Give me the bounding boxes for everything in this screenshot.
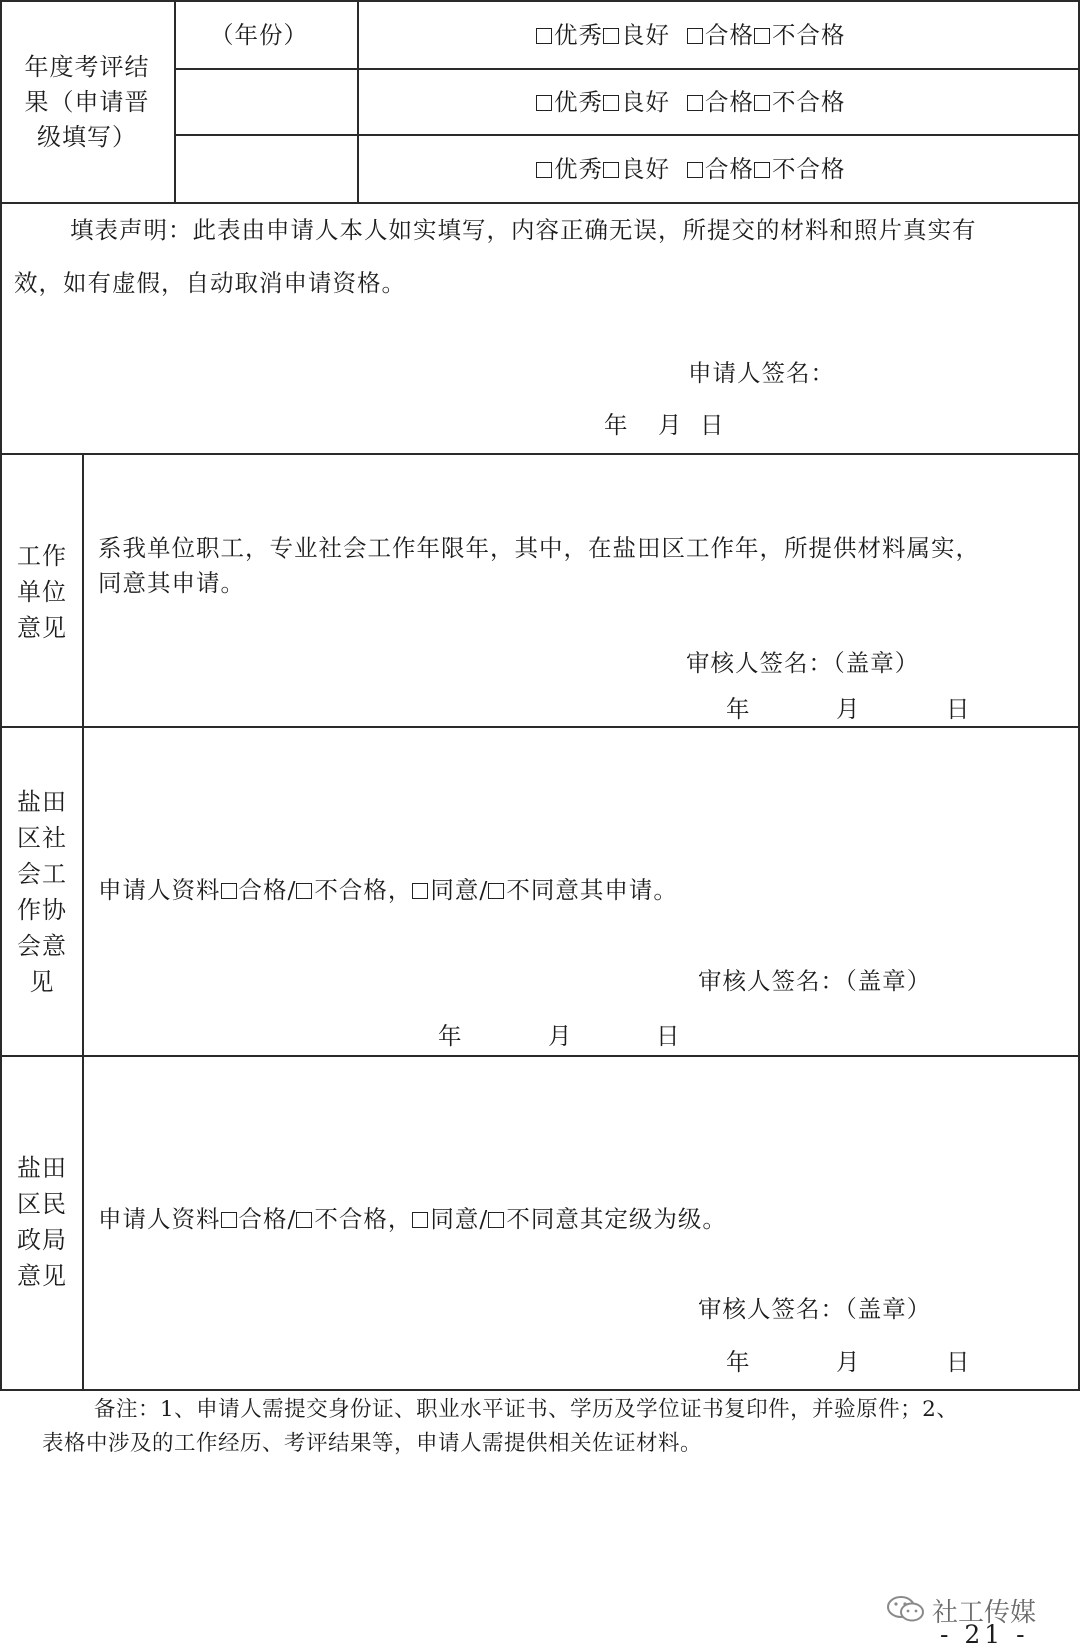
unqualified-checkbox[interactable] [296, 1212, 312, 1228]
wechat-icon [886, 1594, 926, 1624]
unqualified-checkbox[interactable] [296, 883, 312, 899]
civil-affairs-label: 盐田区民政局意见 [17, 1154, 67, 1290]
work-unit-signature-label: 审核人签名：（盖章） [686, 649, 920, 677]
work-unit-label: 工作单位意见 [17, 542, 67, 642]
disagree-checkbox[interactable] [488, 1212, 504, 1228]
annual-review-label: 年度考评结果（申请晋级填写） [24, 53, 150, 151]
excellent-checkbox[interactable] [536, 162, 552, 178]
year-header: （年份） [210, 21, 308, 49]
disagree-checkbox[interactable] [488, 883, 504, 899]
civil-affairs-text: 申请人资料 合格/ 不合格， 同意/ 不同意其定级为级。 [98, 1205, 727, 1233]
fail-checkbox[interactable] [754, 162, 770, 178]
good-checkbox[interactable] [603, 95, 619, 111]
good-checkbox[interactable] [603, 28, 619, 44]
work-unit-text: 同意其申请。 [98, 569, 245, 597]
good-checkbox[interactable] [603, 162, 619, 178]
notes-text: 备注：1、申请人需提交身份证、职业水平证书、学历及学位证书复印件，并验原件；2、 [94, 1397, 959, 1422]
applicant-signature-label: 申请人签名： [688, 359, 835, 387]
review-row: 优秀 良好 合格 不合格 [536, 24, 845, 48]
notes-text: 表格中涉及的工作经历、考评结果等，申请人需提供相关佐证材料。 [42, 1431, 703, 1456]
review-row: 优秀 良好 合格 不合格 [536, 158, 845, 182]
work-unit-text: 系我单位职工，专业社会工作年限年，其中，在盐田区工作年，所提供材料属实， [98, 534, 980, 562]
pass-checkbox[interactable] [687, 28, 703, 44]
excellent-checkbox[interactable] [536, 28, 552, 44]
association-label: 盐田区社会工作协会意见 [17, 788, 67, 996]
fail-checkbox[interactable] [754, 95, 770, 111]
association-signature-label: 审核人签名：（盖章） [698, 967, 932, 995]
civil-affairs-signature-label: 审核人签名：（盖章） [698, 1295, 932, 1323]
fail-checkbox[interactable] [754, 28, 770, 44]
agree-checkbox[interactable] [412, 883, 428, 899]
review-row: 优秀 良好 合格 不合格 [536, 91, 845, 115]
pass-checkbox[interactable] [687, 95, 703, 111]
watermark-text: 社工传媒 [932, 1598, 1037, 1628]
page-number: - 21 - [940, 1620, 1029, 1649]
excellent-checkbox[interactable] [536, 95, 552, 111]
qualified-checkbox[interactable] [221, 1212, 237, 1228]
association-text: 申请人资料 合格/ 不合格， 同意/ 不同意其申请。 [98, 876, 678, 904]
pass-checkbox[interactable] [687, 162, 703, 178]
qualified-checkbox[interactable] [221, 883, 237, 899]
declaration-text: 填表声明：此表由申请人本人如实填写，内容正确无误，所提交的材料和照片真实有 [70, 216, 977, 244]
declaration-text: 效，如有虚假，自动取消申请资格。 [14, 269, 406, 297]
agree-checkbox[interactable] [412, 1212, 428, 1228]
